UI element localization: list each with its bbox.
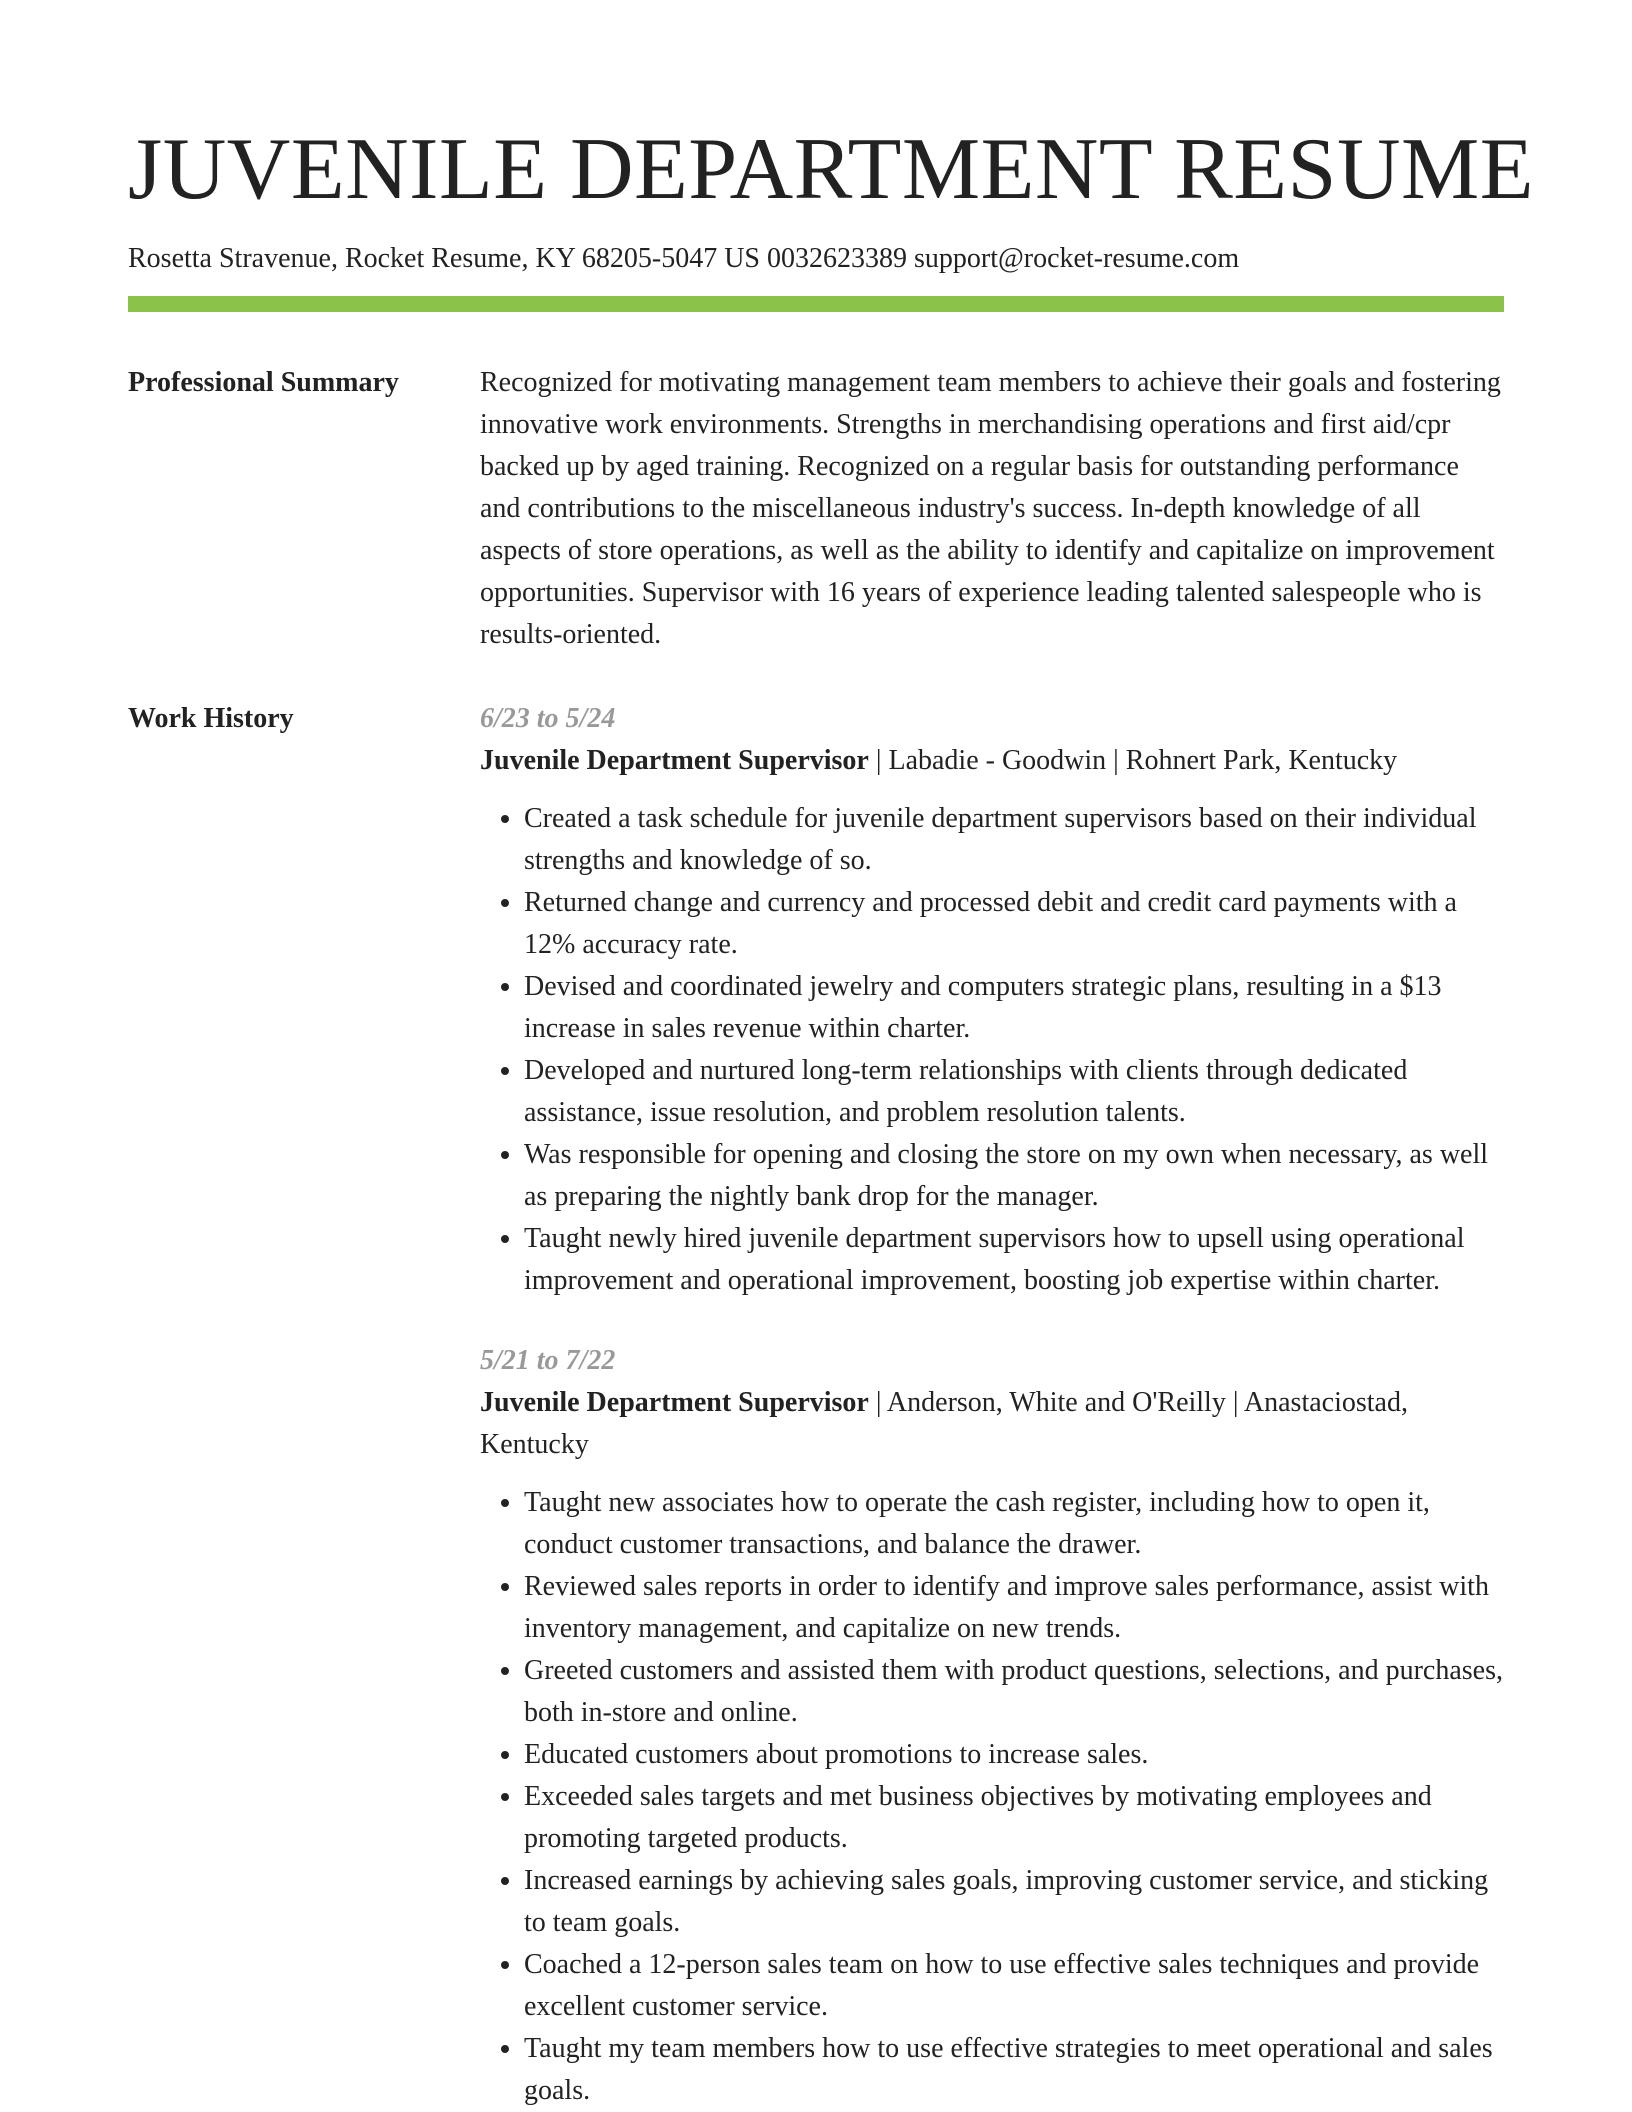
professional-summary-section — [128, 362, 1504, 656]
job-bullet-list — [480, 1482, 1504, 2112]
resume-page — [128, 120, 1535, 2112]
job-bullet: • Increased earnings by achieving sales goals, improving customer service, and sticking to team goals. — [524, 1860, 1504, 1944]
resume-header — [128, 120, 1535, 312]
job-bullet: • Educated customers about promotions to increase sales. — [524, 1734, 1504, 1776]
job-bullet: • Was responsible for opening and closing the store on my own when necessary, as well as preparing the nightly bank drop for the manager. — [524, 1134, 1504, 1218]
job-bullet: • Created a task schedule for juvenile department supervisors based on their individual strengths and knowledge of so. — [524, 798, 1504, 882]
job-bullet: • Taught new associates how to operate the cash register, including how to open it, conduct customer transactions, and balance the drawer. — [524, 1482, 1504, 1566]
job-title: Juvenile Department Supervisor — [480, 1387, 869, 1418]
header-divider — [128, 296, 1504, 312]
job-bullet: • Returned change and currency and processed debit and credit card payments with a 12% accuracy rate. — [524, 882, 1504, 966]
resume-title: JUVENILE DEPARTMENT RESUME — [128, 121, 1535, 218]
job-bullet: • Devised and coordinated jewelry and computers strategic plans, resulting in a $13 increase in sales revenue within charter. — [524, 966, 1504, 1050]
job-bullet: • Coached a 12-person sales team on how to use effective sales techniques and provide excellent customer service. — [524, 1944, 1504, 2028]
job-entry — [480, 698, 1504, 1302]
job-bullet: • Taught my team members how to use effective strategies to meet operational and sales goals. — [524, 2028, 1504, 2112]
summary-text: Recognized for motivating management team members to achieve their goals and fostering innovative work environments. Strengths in merchandising operations and first aid/cpr backed up by aged training. Recognized on a regular basis for outstanding performance and contributions to the miscellaneous industry's success. In-depth knowledge of all aspects of store operations, as well as the ability to identify and capitalize on improvement opportunities. Supervisor with 16 years of experience leading talented salespeople who is results-oriented. — [480, 367, 1501, 650]
section-title-summary: Professional Summary — [128, 367, 399, 398]
job-bullet-list — [480, 798, 1504, 1302]
job-employer-location: | Labadie - Goodwin | Rohnert Park, Kentucky — [868, 745, 1398, 776]
summary-body — [480, 362, 1504, 656]
job-dates: 5/21 to 7/22 — [480, 1345, 616, 1376]
job-heading — [480, 1382, 1504, 1466]
job-bullet: • Exceeded sales targets and met business objectives by motivating employees and promoting targeted products. — [524, 1776, 1504, 1860]
section-title-work-history: Work History — [128, 703, 294, 734]
job-title: Juvenile Department Supervisor — [480, 745, 869, 776]
work-history-body — [480, 698, 1504, 2112]
job-heading — [480, 740, 1504, 782]
work-history-section — [128, 698, 1504, 2112]
job-entry — [480, 1340, 1504, 2112]
job-employer-location: | Anderson, White and O'Reilly | Anastaciostad, Kentucky — [480, 1387, 1408, 1460]
job-bullet: • Greeted customers and assisted them with product questions, selections, and purchases, both in-store and online. — [524, 1650, 1504, 1734]
job-bullet: • Taught newly hired juvenile department supervisors how to upsell using operational improvement and operational improvement, boosting job expertise within charter. — [524, 1218, 1504, 1302]
job-dates: 6/23 to 5/24 — [480, 703, 616, 734]
contact-info: Rosetta Stravenue, Rocket Resume, KY 68205-5047 US 0032623389 support@rocket-resume.com — [128, 243, 1240, 274]
job-bullet: • Developed and nurtured long-term relationships with clients through dedicated assistance, issue resolution, and problem resolution talents. — [524, 1050, 1504, 1134]
job-bullet: • Reviewed sales reports in order to identify and improve sales performance, assist with inventory management, and capitalize on new trends. — [524, 1566, 1504, 1650]
